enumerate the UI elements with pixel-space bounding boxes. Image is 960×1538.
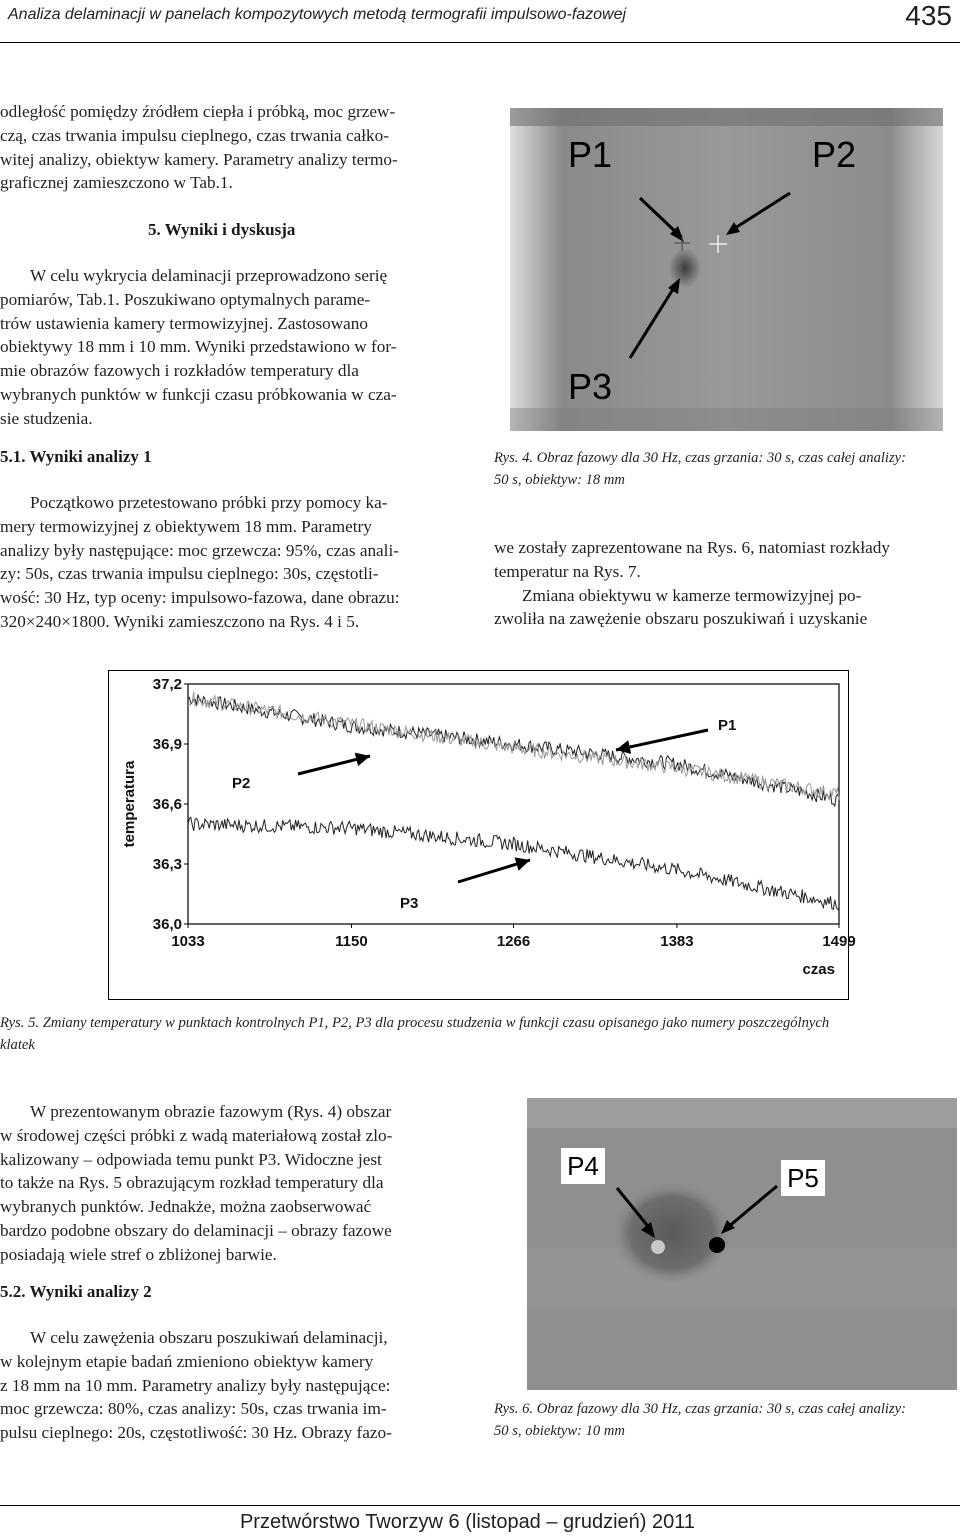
section-heading-5: 5. Wyniki i dyskusja [148,220,296,239]
footer-rule [0,1505,960,1506]
figure-4-label-p2: P2 [812,134,857,175]
y-tick-label: 36,0 [152,916,182,933]
x-tick-label: 1266 [496,933,531,950]
figure-6-phase-image [527,1098,957,1390]
section-heading-5-1: 5.1. Wyniki analizy 1 [0,447,152,466]
paragraph-analysis-2: W celu zawężenia obszaru poszukiwań delaminacji, w kolejnym etapie badań zmieniono obiektyw kamery z 18 mm na 10 mm. Parametry analizy były następujące: moc grzewcza: 80%, czas analizy: 50s, czas trwania im- pulsu cieplnego: 20s, częstotliwość: 30 Hz. Obrazy fazo- [0,1328,392,1443]
figure-6-label-p4: P4 [561,1148,605,1184]
y-tick-label: 36,9 [152,736,182,753]
x-tick-label: 1150 [335,933,368,950]
figure-4-phase-image [510,108,943,431]
x-tick-label: 1499 [822,933,856,950]
paragraph-intro-continued: odległość pomiędzy źródłem ciepła i próbką, moc grzew- czą, czas trwania impulsu cieplnego, czas trwania całko- witej analizy, obiektyw kamery. Parametry analizy termo- graficznej zamieszczono w Tab.1. [0,102,398,193]
annotation-p2: P2 [232,775,251,792]
right-column-text: we zostały zaprezentowane na Rys. 6, natomiast rozkłady temperatur na Rys. 7. Zmiana obiektywu w kamerze termowizyjnej po- zwoliła na zawężenie obszaru poszukiwań i uzyskanie [494,538,890,629]
plot-area [188,684,839,924]
running-header-title: Analiza delaminacji w panelach kompozytowych metodą termografii impulsowo-fazowej [8,6,627,23]
figure-4-label-p1: P1 [568,134,613,175]
figure-5-caption: Rys. 5. Zmiany temperatury w punktach kontrolnych P1, P2, P3 dla procesu studzenia w funkcji czasu opisanego jako numery poszczególnych klatek [0,1015,830,1053]
temperature-chart-svg [108,670,856,1000]
x-tick-label: 1033 [171,933,205,950]
y-tick-label: 37,2 [152,676,182,693]
left-column-top [0,100,476,195]
footer-journal: Przetwórstwo Tworzyw 6 (listopad – grudzień) 2011 [239,1511,695,1533]
figure-6-graphic [527,1098,957,1390]
x-tick-label: 1383 [660,933,694,950]
figure-6-label-p5: P5 [781,1160,825,1196]
paragraph-analysis-1: Początkowo przetestowano próbki przy pomocy ka- mery termowizyjnej z obiektywem 18 mm. Parametry analizy były następujące: moc grzewcza: 95%, czas anali- zy: 50s, czas trwania impulsu cieplnego: 30s, częstotli- wość: 30 Hz, typ oceny: impulsowo-fazowa, dane obrazu: 320×240×1800. Wyniki zamieszczono na Rys. 4 i 5. [0,493,400,631]
annotation-p3: P3 [400,895,419,912]
y-axis-label: temperatura [121,760,138,848]
y-tick-label: 36,3 [152,856,182,873]
figure-6-caption: Rys. 6. Obraz fazowy dla 30 Hz, czas grzania: 30 s, czas całej analizy: 50 s, obiektyw: 10 mm [494,1401,906,1439]
y-tick-label: 36,6 [152,796,182,813]
x-axis-label: czas [802,961,835,978]
paragraph-discussion: W prezentowanym obrazie fazowym (Rys. 4) obszar w środowej części próbki z wadą materiałową został zlo- kalizowany – odpowiada temu punkt P3. Widoczne jest to także na Rys. 5 obrazującym rozkład temperatury dla wybranych punktów. Jednakże, można zaobserwować bardzo podobne obszary do delaminacji – obrazy fazowe posiadają wiele stref o zbliżonej barwie. [0,1102,393,1264]
header-rule [0,42,960,43]
page-number: 435 [905,0,952,31]
section-heading-5-2: 5.2. Wyniki analizy 2 [0,1282,152,1301]
figure-5-chart [108,670,856,1000]
annotation-p1: P1 [718,717,737,734]
figure-4-caption: Rys. 4. Obraz fazowy dla 30 Hz, czas grzania: 30 s, czas całej analizy: 50 s, obiektyw: 18 mm [494,450,906,488]
paragraph-results-intro: W celu wykrycia delaminacji przeprowadzono serię pomiarów, Tab.1. Poszukiwano optymalnych parame- trów ustawienia kamery termowizyjnej. Zastosowano obiektywy 18 mm i 10 mm. Wyniki przedstawiono w for- mie obrazów fazowych i rozkładów temperatury dla wybranych punktów w funkcji czasu próbkowania w cza- sie studzenia. [0,266,397,428]
figure-4-label-p3: P3 [568,366,613,407]
